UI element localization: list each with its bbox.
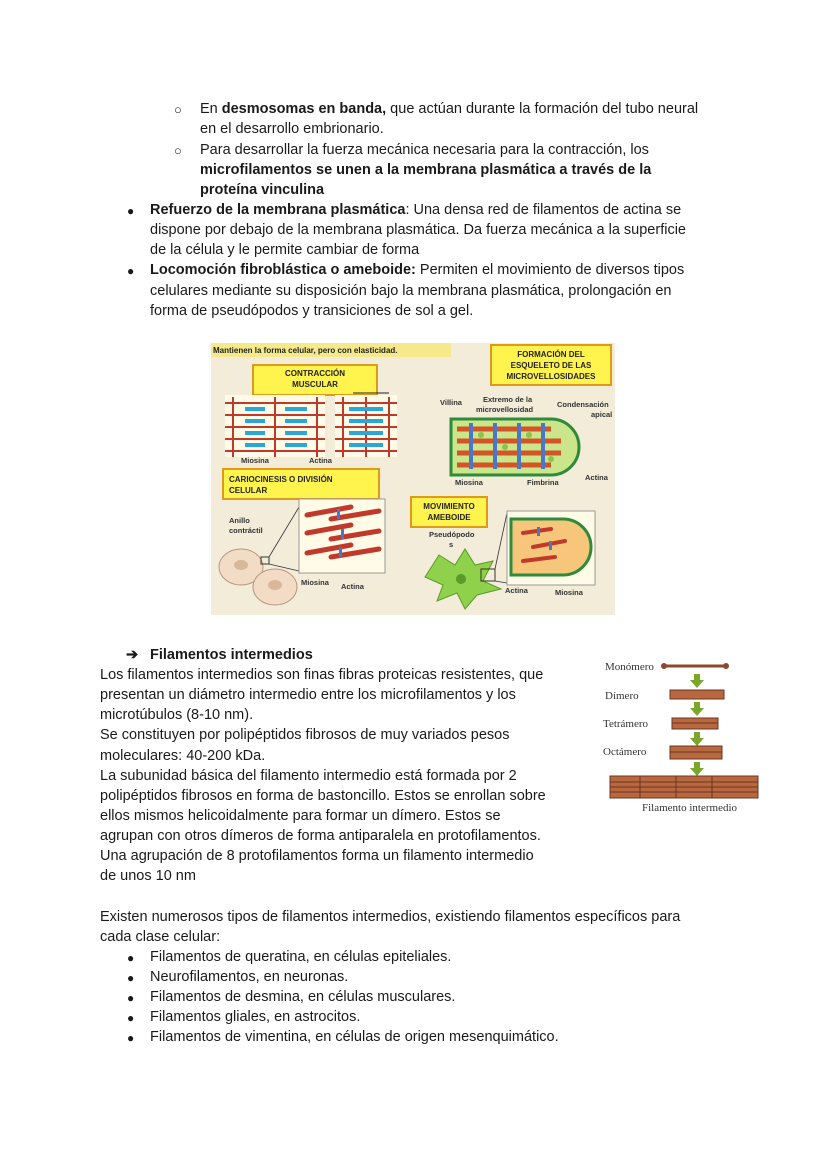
bullet-locomocion-line-2: celulares mediante su disposición bajo la membrana plasmática, prolongación en [150, 283, 672, 299]
box-cariocinesis-line-1: CARIOCINESIS O DIVISIÓN [229, 475, 333, 484]
label-dimero: Dímero [605, 690, 639, 702]
sub-bullet-2-line-1: Para desarrollar la fuerza mecánica necesaria para la contracción, los [200, 142, 649, 158]
box-esqueleto-line-2: ESQUELETO DE LAS [510, 361, 592, 370]
label-pseudopodo-1: Pseudópodo [429, 530, 475, 539]
label-actina-4: Actina [505, 586, 528, 595]
bullet-marker: ● [127, 951, 135, 965]
intermediate-filament-figure [600, 658, 765, 818]
para1-line: La subunidad básica del filamento intermedio está formada por 2 [100, 768, 517, 784]
para2-line: Existen numerosos tipos de filamentos intermedios, existiendo filamentos específicos para [100, 909, 681, 925]
label-octamero: Octámero [603, 746, 647, 758]
label-extremo-2: microvellosidad [476, 405, 534, 414]
type-item: Filamentos de desmina, en células musculares. [150, 989, 456, 1005]
arrow-down-icon [690, 702, 704, 716]
box-cariocinesis-line-2: CELULAR [229, 486, 268, 495]
para2-line: cada clase celular: [100, 929, 221, 945]
microfilament-functions-figure [211, 343, 615, 615]
bullet-marker: ● [127, 1011, 135, 1025]
bullet-refuerzo-line-1: Refuerzo de la membrana plasmática: Una densa red de filamentos de actina se [150, 202, 682, 218]
label-actina-3: Actina [341, 582, 364, 591]
arrow-down-icon [690, 762, 704, 776]
bullet-marker: ● [127, 991, 135, 1005]
label-miosina-3: Miosina [301, 578, 329, 587]
microvillus-drawing [451, 419, 579, 475]
bullet-marker: ● [127, 971, 135, 985]
type-item: Filamentos de queratina, en células epiteliales. [150, 949, 452, 965]
para1-line: Los filamentos intermedios son finas fibras proteicas resistentes, que [100, 667, 544, 683]
para1-line: microtúbulos (8-10 nm). [100, 707, 254, 723]
para1-line: de unos 10 nm [100, 868, 196, 884]
label-extremo-1: Extremo de la [483, 395, 533, 404]
para1-line: polipéptidos fibrosos en forma de bastoncillo. Estos se enrollan sobre [100, 788, 546, 804]
bullet-refuerzo-line-2: dispone por debajo de la membrana plasmática. Da fuerza mecánica a la superficie [150, 222, 686, 238]
arrow-down-icon [690, 732, 704, 746]
sub-bullet-marker: ○ [174, 143, 182, 158]
para1-line: Una agrupación de 8 protofilamentos forma un filamento intermedio [100, 848, 534, 864]
sub-bullet-2-line-2: microfilamentos se unen a la membrana plasmática a través de la [200, 162, 652, 178]
type-item: Filamentos de vimentina, en células de origen mesenquimático. [150, 1029, 559, 1045]
para1-line: Se constituyen por polipéptidos fibrosos de muy variados pesos [100, 727, 510, 743]
bullet-locomocion-line-3: forma de pseudópodos y transiciones de sol a gel. [150, 303, 474, 319]
label-miosina-1: Miosina [241, 456, 269, 465]
para1-line: ellos mismos helicoidalmente para formar un dímero. Estos se [100, 808, 501, 824]
label-anillo-1: Anillo [229, 516, 250, 525]
label-condensacion-2: apical [591, 410, 613, 419]
label-actina-2: Actina [585, 473, 608, 482]
label-villina: Villina [440, 398, 462, 407]
label-anillo-2: contráctil [229, 526, 263, 535]
label-pseudopodo-2: s [449, 540, 454, 549]
label-fimbrina: Fimbrina [527, 478, 559, 487]
label-filamento: Filamento intermedio [642, 802, 738, 814]
label-condensacion-1: Condensación [557, 400, 609, 409]
bullet-refuerzo-line-3: de la célula y le permite cambiar de forma [150, 242, 420, 258]
section-arrow-icon: ➔ [126, 647, 139, 663]
label-miosina-4: Miosina [555, 588, 583, 597]
box-movimiento-line-1: MOVIMIENTO [423, 502, 475, 511]
section-title: Filamentos intermedios [150, 647, 313, 663]
label-actina-1: Actina [309, 456, 332, 465]
sub-bullet-2-line-3: proteína vinculina [200, 182, 325, 198]
box-esqueleto-line-1: FORMACIÓN DEL [517, 350, 585, 359]
label-miosina-2: Miosina [455, 478, 483, 487]
bullet-marker: ● [127, 264, 135, 278]
box-movimiento-line-2: AMEBOIDE [427, 513, 471, 522]
sarcomere-drawing [225, 393, 397, 465]
box-contraccion-line-1: CONTRACCIÓN [285, 369, 345, 378]
bullet-marker: ● [127, 204, 135, 218]
arrow-down-icon [690, 674, 704, 688]
sub-bullet-1-line-1: En desmosomas en banda, que actúan durante la formación del tubo neural [200, 101, 699, 117]
sub-bullet-1-line-2: en el desarrollo embrionario. [200, 121, 384, 137]
label-tetramero: Tetrámero [603, 718, 649, 730]
box-esqueleto-line-3: MICROVELLOSIDADES [506, 372, 596, 381]
box-contraccion-line-2: MUSCULAR [292, 380, 338, 389]
type-item: Filamentos gliales, en astrocitos. [150, 1009, 361, 1025]
bullet-locomocion-line-1: Locomoción fibroblástica o ameboide: Permiten el movimiento de diversos tipos [150, 262, 685, 278]
label-monomero: Monómero [605, 661, 654, 673]
type-item: Neurofilamentos, en neuronas. [150, 969, 349, 985]
para1-line: agrupan con otros dímeros de forma antiparalela en protofilamentos. [100, 828, 541, 844]
sub-bullet-marker: ○ [174, 102, 182, 117]
para1-line: moleculares: 40-200 kDa. [100, 748, 266, 764]
bullet-marker: ● [127, 1031, 135, 1045]
top-caption: Mantienen la forma celular, pero con elasticidad. [213, 346, 398, 355]
para1-line: presentan un diámetro intermedio entre los microfilamentos y los [100, 687, 516, 703]
